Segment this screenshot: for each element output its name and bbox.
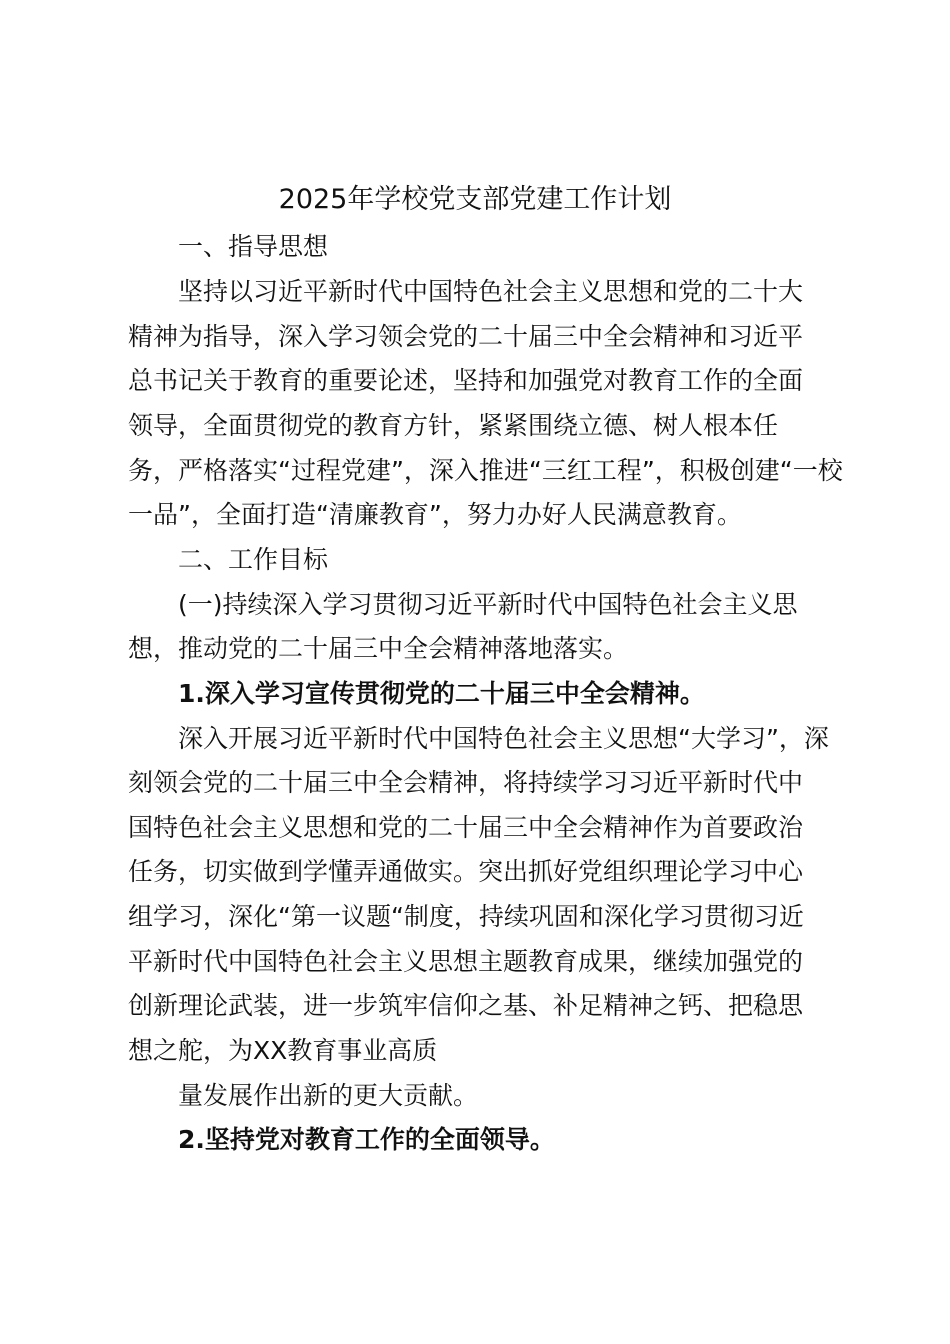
document-title: 2025年学校党支部党建工作计划 [278,184,672,215]
subsection-heading-cont: 想，推动党的二十届三中全会精神落地落实。 [128,634,629,663]
paragraph-line: 想之舵，为XX教育事业高质 [128,1036,438,1065]
paragraph-line: 深入开展习近平新时代中国特色社会主义思想“大学习”，深 [178,724,829,753]
paragraph-line: 量发展作出新的更大贡献。 [178,1081,479,1110]
item-heading-2: 2.坚持党对教育工作的全面领导。 [178,1125,555,1154]
paragraph-line: 组学习，深化“第一议题“制度，持续巩固和深化学习贯彻习近 [128,902,804,931]
section-heading-work-goals: 二、工作目标 [178,545,329,574]
paragraph-line: 坚持以习近平新时代中国特色社会主义思想和党的二十大 [178,277,804,306]
section-heading-guiding-ideology: 一、指导思想 [178,232,329,261]
paragraph-line: 任务，切实做到学懂弄通做实。突出抓好党组织理论学习中心 [128,857,804,886]
paragraph-line: 一品”，全面打造“清廉教育”，努力办好人民满意教育。 [128,500,742,529]
paragraph-line: 刻领会党的二十届三中全会精神，将持续学习习近平新时代中 [128,768,804,797]
paragraph-line: 创新理论武装，进一步筑牢信仰之基、补足精神之钙、把稳思 [128,991,804,1020]
paragraph-line: 领导，全面贯彻党的教育方针，紧紧围绕立德、树人根本任 [128,411,779,440]
paragraph-line: 精神为指导，深入学习领会党的二十届三中全会精神和习近平 [128,322,804,351]
paragraph-line: 务，严格落实“过程党建”，深入推进“三红工程”，积极创建“一校 [128,456,843,485]
paragraph-line: 国特色社会主义思想和党的二十届三中全会精神作为首要政治 [128,813,804,842]
paragraph-line: 总书记关于教育的重要论述，坚持和加强党对教育工作的全面 [128,366,804,395]
paragraph-line: 平新时代中国特色社会主义思想主题教育成果，继续加强党的 [128,947,804,976]
subsection-heading: (一)持续深入学习贯彻习近平新时代中国特色社会主义思 [178,590,798,619]
item-heading-1: 1.深入学习宣传贯彻党的二十届三中全会精神。 [178,679,705,708]
